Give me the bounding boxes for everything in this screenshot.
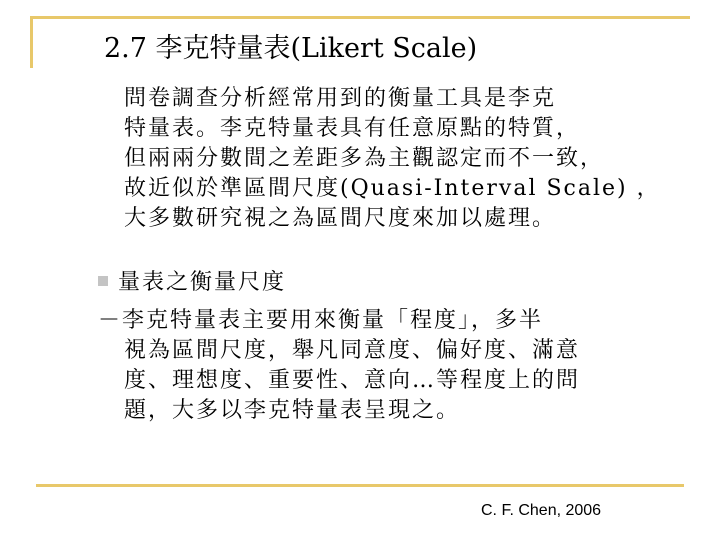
- intro-line: 故近似於準區間尺度(Quasi-Interval Scale) ，: [124, 176, 661, 201]
- bottom-accent-line: [36, 484, 684, 487]
- sub-line: －李克特量表主要用來衡量「程度」，多半: [98, 308, 544, 333]
- slide-title: 2.7 李克特量表(Likert Scale): [104, 33, 478, 64]
- intro-line: 特量表。李克特量表具有任意原點的特質，: [124, 116, 581, 141]
- sub-bullet-text: [98, 306, 698, 426]
- intro-line: 大多數研究視之為區間尺度來加以處理。: [124, 206, 557, 231]
- intro-line: 但兩兩分數間之差距多為主觀認定而不一致，: [124, 146, 605, 171]
- sub-line: 視為區間尺度，舉凡同意度、偏好度、滿意: [124, 338, 581, 363]
- bullet-item: [98, 268, 286, 298]
- square-bullet-icon: [98, 276, 108, 286]
- intro-paragraph: [124, 84, 694, 234]
- sub-line: 題，大多以李克特量表呈現之。: [124, 398, 461, 423]
- top-accent-line: [30, 16, 690, 19]
- intro-line: 問卷調查分析經常用到的衡量工具是李克: [124, 86, 557, 111]
- bullet-heading: 量表之衡量尺度: [118, 270, 287, 295]
- left-accent-line: [30, 16, 33, 68]
- sub-line: 度、理想度、重要性、意向…等程度上的問: [124, 368, 581, 393]
- footer-credit: C. F. Chen, 2006: [481, 502, 602, 519]
